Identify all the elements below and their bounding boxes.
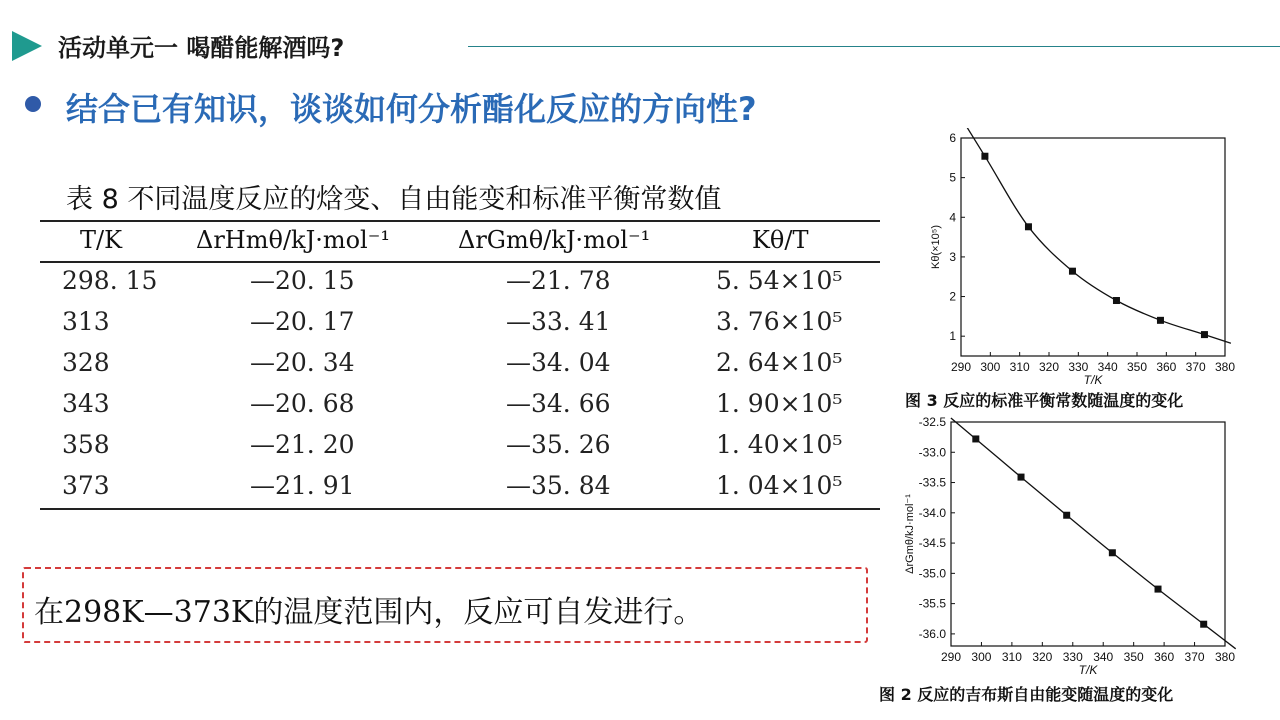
cell-temperature: 313	[62, 307, 110, 336]
cell-enthalpy: —20. 34	[250, 348, 355, 377]
cell-enthalpy: —21. 20	[250, 430, 355, 459]
y-tick-label: -35.0	[918, 566, 946, 581]
slide-header	[0, 0, 1280, 80]
table-row	[40, 266, 880, 307]
header-equilibrium-constant: Kθ/T	[752, 226, 809, 254]
data-point	[1157, 317, 1164, 324]
cell-enthalpy: —20. 15	[250, 266, 355, 295]
figure-caption: 图 3 反应的标准平衡常数随温度的变化	[905, 391, 1184, 410]
cell-equilibrium-constant: 3. 76×10⁵	[716, 307, 843, 336]
y-tick-label: 1	[949, 329, 956, 344]
data-point	[1018, 474, 1025, 481]
play-triangle-icon	[12, 31, 42, 61]
bullet-dot-icon	[25, 96, 41, 112]
table-row	[40, 307, 880, 348]
figure-equilibrium-constant	[895, 128, 1280, 413]
cell-equilibrium-constant: 1. 04×10⁵	[716, 471, 843, 500]
cell-enthalpy: —20. 68	[250, 389, 355, 418]
x-tick-label: 350	[1123, 650, 1144, 664]
y-tick-label: -34.5	[918, 536, 946, 551]
fit-curve	[951, 418, 1236, 649]
x-tick-label: 340	[1093, 650, 1114, 664]
cell-enthalpy: —21. 91	[250, 471, 355, 500]
x-tick-label: 320	[1032, 650, 1053, 664]
data-point	[1155, 586, 1162, 593]
x-tick-label: 360	[1156, 360, 1177, 374]
cell-temperature: 298. 15	[62, 266, 158, 295]
header-gibbs: ΔrGmθ/kJ·mol⁻¹	[458, 226, 651, 254]
x-tick-label: 320	[1038, 360, 1060, 374]
figure-caption: 图 2 反应的吉布斯自由能变随温度的变化	[879, 685, 1174, 704]
y-tick-label: -33.5	[918, 475, 946, 490]
data-point	[1063, 512, 1070, 519]
y-tick-label: -35.5	[918, 596, 946, 611]
x-tick-label: 340	[1097, 360, 1118, 374]
cell-gibbs: —35. 84	[506, 471, 611, 500]
data-table	[40, 180, 882, 500]
x-tick-label: 380	[1214, 650, 1236, 664]
table-top-rule	[40, 220, 880, 222]
cell-temperature: 358	[62, 430, 110, 459]
x-tick-label: 330	[1068, 360, 1089, 374]
plot-frame	[961, 138, 1225, 356]
fit-curve	[965, 128, 1231, 343]
table-row	[40, 471, 880, 512]
y-tick-label: -33.0	[918, 445, 946, 460]
plot-frame	[951, 422, 1225, 646]
header-divider	[468, 46, 1280, 47]
data-point	[972, 435, 979, 442]
cell-enthalpy: —20. 17	[250, 307, 355, 336]
table-header-rule	[40, 261, 880, 263]
cell-temperature: 373	[62, 471, 110, 500]
y-tick-label: 4	[949, 210, 956, 225]
table-row	[40, 430, 880, 471]
x-tick-label: 290	[950, 360, 972, 374]
conclusion-box	[22, 567, 868, 643]
y-tick-label: 2	[949, 289, 956, 304]
k-vs-t-chart	[895, 128, 1280, 384]
x-tick-label: 350	[1126, 360, 1148, 374]
y-axis-label: Kθ(×10⁵)	[930, 225, 942, 269]
table-header-row	[40, 224, 880, 260]
y-tick-label: 5	[949, 170, 956, 185]
x-tick-label: 310	[1009, 360, 1030, 374]
conclusion-text: 在298K—373K的温度范围内，反应可自发进行。	[34, 595, 704, 630]
cell-gibbs: —21. 78	[506, 266, 611, 295]
figure-gibbs-energy	[879, 412, 1280, 717]
dg-vs-t-chart	[895, 412, 1280, 674]
y-tick-label: 3	[949, 249, 956, 264]
cell-temperature: 328	[62, 348, 110, 377]
x-tick-label: 290	[940, 650, 962, 664]
x-tick-label: 330	[1062, 650, 1083, 664]
x-axis-label: T/K	[1078, 663, 1098, 674]
y-tick-label: 6	[949, 131, 956, 145]
x-tick-label: 300	[980, 360, 1001, 374]
question-title: 结合已有知识，谈谈如何分析酯化反应的方向性?	[66, 90, 757, 128]
data-point	[1113, 297, 1120, 304]
cell-equilibrium-constant: 2. 64×10⁵	[716, 348, 843, 377]
data-point	[1069, 268, 1076, 275]
table-bottom-rule	[40, 508, 880, 510]
x-tick-label: 300	[971, 650, 992, 664]
x-tick-label: 310	[1001, 650, 1022, 664]
data-point	[981, 153, 988, 160]
cell-gibbs: —34. 04	[506, 348, 611, 377]
cell-equilibrium-constant: 1. 90×10⁵	[716, 389, 843, 418]
cell-gibbs: —34. 66	[506, 389, 611, 418]
cell-equilibrium-constant: 5. 54×10⁵	[716, 266, 843, 295]
table-row	[40, 389, 880, 430]
x-tick-label: 380	[1214, 360, 1236, 374]
y-axis-label: ΔrGmθ/kJ·mol⁻¹	[904, 494, 916, 574]
data-point	[1201, 331, 1208, 338]
cell-gibbs: —33. 41	[506, 307, 611, 336]
header-temperature: T/K	[80, 226, 123, 254]
y-tick-label: -36.0	[918, 626, 946, 641]
y-tick-label: -32.5	[918, 415, 946, 429]
cell-gibbs: —35. 26	[506, 430, 611, 459]
y-tick-label: -34.0	[918, 505, 946, 520]
x-tick-label: 370	[1184, 650, 1205, 664]
table-caption: 表 8 不同温度反应的焓变、自由能变和标准平衡常数值	[66, 184, 722, 215]
x-tick-label: 360	[1154, 650, 1175, 664]
section-title: 活动单元一 喝醋能解酒吗?	[58, 34, 345, 62]
cell-temperature: 343	[62, 389, 110, 418]
data-point	[1200, 621, 1207, 628]
data-point	[1109, 549, 1116, 556]
data-point	[1025, 223, 1032, 230]
table-row	[40, 348, 880, 389]
header-enthalpy: ΔrHmθ/kJ·mol⁻¹	[196, 226, 390, 254]
x-tick-label: 370	[1185, 360, 1206, 374]
cell-equilibrium-constant: 1. 40×10⁵	[716, 430, 843, 459]
x-axis-label: T/K	[1083, 373, 1103, 384]
